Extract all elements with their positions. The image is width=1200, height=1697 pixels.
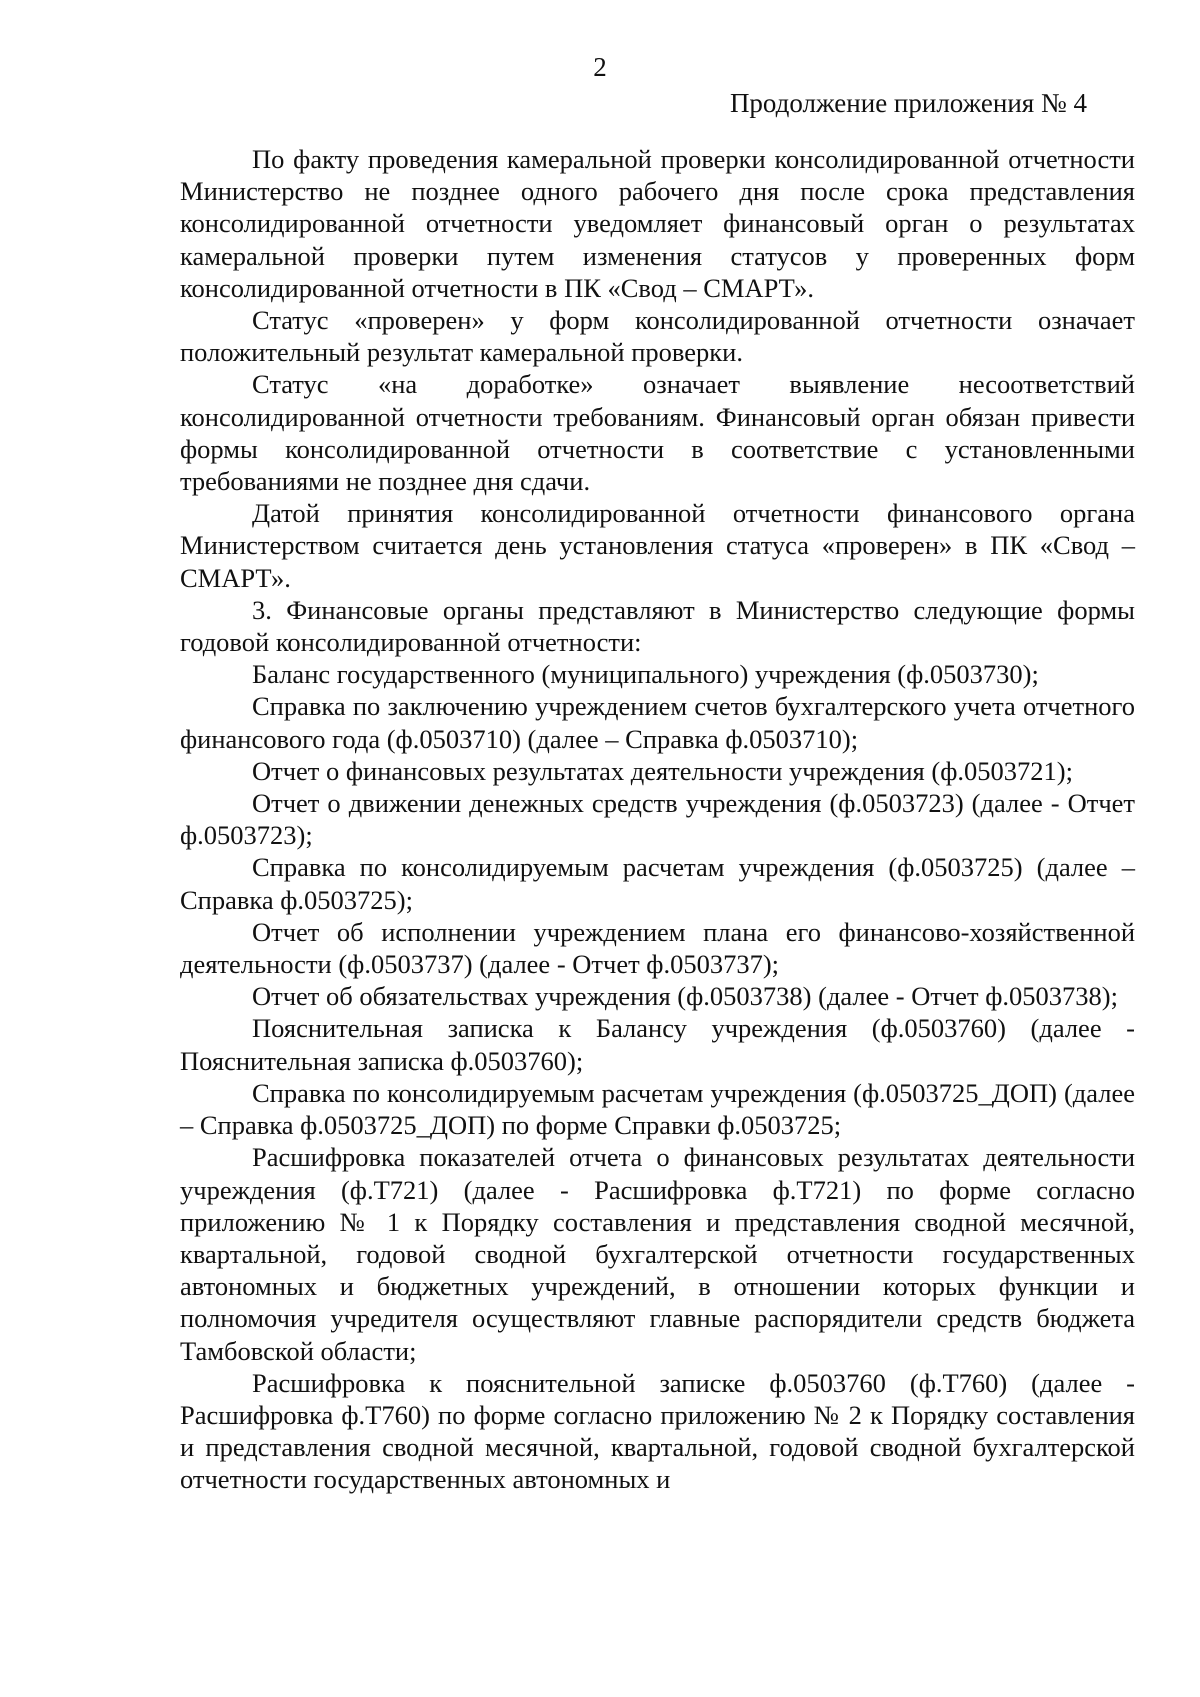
paragraph-acceptance-date: Датой принятия консолидированной отчетности финансового органа Министерством считается день установления статуса «проверен» в ПК «Свод – СМАРТ».	[180, 498, 1135, 593]
list-item-form-0503738: Отчет об обязательствах учреждения (ф.0503738) (далее - Отчет ф.0503738);	[252, 981, 1118, 1012]
page-number: 2	[593, 52, 607, 82]
list-item-form-0503725-dop: Справка по консолидируемым расчетам учреждения (ф.0503725_ДОП) (далее – Справка ф.0503725_ДОП) по форме Справки ф.0503725;	[180, 1077, 1135, 1141]
list-item-form-t721: Расшифровка показателей отчета о финансовых результатах деятельности учреждения (ф.Т721) (далее - Расшифровка ф.Т721) по форме согласно приложению № 1 к Порядку составления и представления сводной месячной, квартальной, годовой сводной бухгалтерской отчетности государственных автономных и бюджетных учреждений, в отношении которых функции и полномочия учредителя осуществляют главные распорядители средств бюджета Тамбовской области;	[180, 1142, 1135, 1366]
list-item-form-0503730: Баланс государственного (муниципального) учреждения (ф.0503730);	[252, 659, 1039, 690]
list-item-form-0503760: Пояснительная записка к Балансу учреждения (ф.0503760) (далее - Пояснительная записка ф.0503760);	[180, 1013, 1135, 1076]
list-item-form-0503737: Отчет об исполнении учреждением плана его финансово-хозяйственной деятельности (ф.0503737) (далее - Отчет ф.0503737);	[180, 916, 1135, 980]
paragraph-status-checked: Статус «проверен» у форм консолидированной отчетности означает положительный результат камеральной проверки.	[180, 305, 1135, 368]
list-item-form-0503710: Справка по заключению учреждением счетов бухгалтерского учета отчетного финансового года (ф.0503710) (далее – Справка ф.0503710);	[180, 691, 1135, 754]
list-item-form-0503725: Справка по консолидируемым расчетам учреждения (ф.0503725) (далее – Справка ф.0503725);	[180, 852, 1135, 915]
paragraph-desk-audit-notification: По факту проведения камеральной проверки консолидированной отчетности Министерство не позднее одного рабочего дня после срока представления консолидированной отчетности уведомляет финансовый орган о результатах камеральной проверки путем изменения статусов у проверенных форм консолидированной отчетности в ПК «Свод – СМАРТ».	[180, 144, 1135, 303]
list-item-form-0503721: Отчет о финансовых результатах деятельности учреждения (ф.0503721);	[252, 755, 1073, 786]
appendix-continuation-label: Продолжение приложения № 4	[729, 88, 1087, 118]
document-body	[180, 143, 1135, 1496]
list-item-form-t760: Расшифровка к пояснительной записке ф.0503760 (ф.Т760) (далее - Расшифровка ф.Т760) по форме согласно приложению № 2 к Порядку составления и представления сводной месячной, квартальной, годовой сводной бухгалтерской отчетности государственных автономных и	[180, 1367, 1135, 1495]
paragraph-section-3: 3. Финансовые органы представляют в Министерство следующие формы годовой консолидированной отчетности:	[180, 594, 1135, 658]
paragraph-status-revision: Статус «на доработке» означает выявление несоответствий консолидированной отчетности требованиям. Финансовый орган обязан привести формы консолидированной отчетности в соответствие с установленными требованиями не позднее дня сдачи.	[180, 369, 1135, 497]
list-item-form-0503723: Отчет о движении денежных средств учреждения (ф.0503723) (далее - Отчет ф.0503723);	[180, 788, 1135, 851]
